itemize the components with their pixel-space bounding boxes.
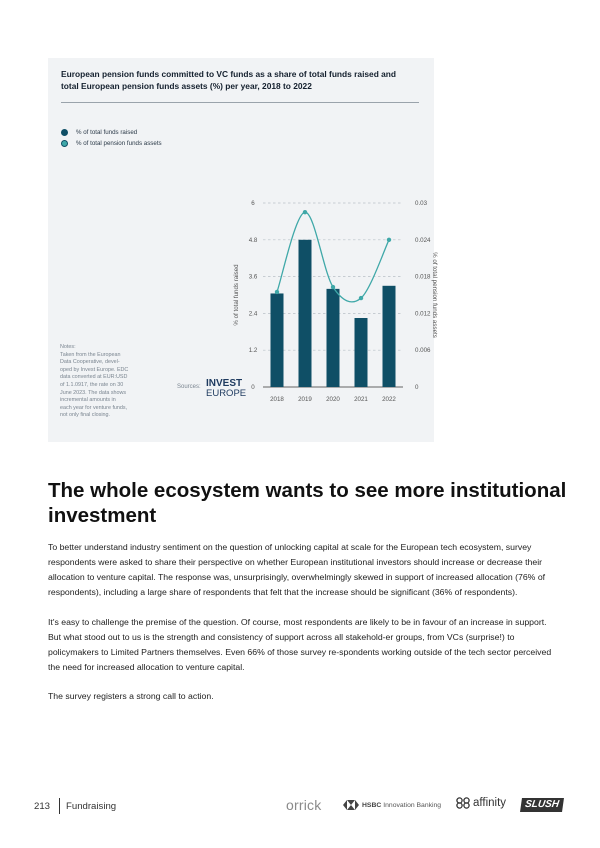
body-paragraph: It's easy to challenge the premise of the question. Of course, most respondents are likely to be in favour of an increase in support. But what stood out to us is the strength and consistency of support across all stakehold-er groups, from VCs (surprise!) to policymakers to Limited Partners themselves. Even 66% of those survey re-spondents working outside of the tech sector perceived the need for increased allocation to venture capital. bbox=[48, 617, 552, 672]
affinity-wordmark: affinity bbox=[473, 797, 507, 809]
note-line: Data Cooperative, devel- bbox=[60, 359, 120, 366]
y-right-tick-label: 0.018 bbox=[415, 273, 431, 281]
y-tick-label: 1.2 bbox=[248, 347, 258, 355]
note-line: of 1.1.0917, the rate on 30 bbox=[60, 381, 124, 388]
line-point bbox=[303, 210, 307, 214]
affinity-logo bbox=[456, 797, 506, 809]
title-divider bbox=[61, 102, 419, 103]
y-right-tick-label: 0 bbox=[415, 384, 419, 391]
note-line: not only final closing. bbox=[60, 412, 111, 419]
bar bbox=[327, 289, 340, 387]
combo-chart bbox=[188, 138, 438, 418]
note-line: oped by Invest Europe. EDC bbox=[60, 366, 129, 373]
sources-label: Sources: bbox=[177, 384, 201, 390]
footer-section-name: Fundraising bbox=[66, 801, 117, 812]
legend-marker-icon bbox=[61, 129, 68, 136]
y-right-tick-label: 0.03 bbox=[415, 200, 428, 207]
affinity-mark-icon bbox=[456, 797, 470, 809]
y-right-axis-title: % of total pension funds assets bbox=[431, 252, 438, 338]
y-right-tick-label: 0.024 bbox=[415, 236, 431, 244]
y-axis-title: % of total funds raised bbox=[233, 264, 240, 326]
bar bbox=[299, 240, 312, 387]
note-line: incremental amounts in bbox=[60, 397, 116, 404]
invest-europe-logo-word: EUROPE bbox=[206, 388, 247, 399]
line-point bbox=[275, 290, 279, 294]
y-right-tick-label: 0.012 bbox=[415, 310, 431, 318]
line-point bbox=[331, 285, 335, 289]
page-number: 213 bbox=[34, 801, 51, 812]
line-point bbox=[387, 238, 391, 242]
x-tick-label: 2021 bbox=[354, 396, 368, 403]
y-tick-label: 2.4 bbox=[248, 310, 258, 318]
footer-divider bbox=[59, 798, 60, 814]
y-tick-label: 4.8 bbox=[248, 236, 258, 244]
hsbc-subtitle: Innovation Banking bbox=[383, 801, 442, 809]
chart-legend bbox=[61, 127, 162, 149]
hsbc-wordmark: HSBC bbox=[362, 801, 382, 809]
legend-label: % of total funds raised bbox=[76, 129, 138, 136]
section-heading: The whole ecosystem wants to see more institutional investment bbox=[48, 479, 567, 527]
hsbc-logo bbox=[343, 800, 441, 810]
invest-europe-logo-word: INVEST bbox=[206, 378, 243, 389]
bar bbox=[355, 318, 368, 387]
y-tick-label: 6 bbox=[251, 200, 255, 207]
x-tick-label: 2022 bbox=[382, 396, 396, 403]
y-right-tick-label: 0.006 bbox=[415, 347, 431, 355]
chart-title: European pension funds committed to VC funds as a share of total funds raised and total European pension funds assets (%) per year, 2018 to 2022 bbox=[61, 69, 397, 91]
x-tick-label: 2020 bbox=[326, 396, 340, 403]
orrick-logo: orrick bbox=[286, 797, 322, 813]
note-line: June 2023. The data shows bbox=[60, 389, 127, 396]
x-tick-label: 2019 bbox=[298, 396, 312, 403]
body-paragraph: To better understand industry sentiment on the question of unlocking capital at scale for the European tech ecosystem, survey respondents were asked to share their perspective on whether European institutional investors should increase or decrease their allocation to venture capital. The response was, unsurprisingly, overwhelmingly skewed in support of increased allocation (76% of respondents), including a large share of respondents that felt that the increase should be significant (36% of respondents). bbox=[48, 542, 546, 597]
line-point bbox=[359, 296, 363, 300]
bar bbox=[271, 293, 284, 387]
legend-item-pension-assets bbox=[61, 138, 162, 149]
chart-notes bbox=[60, 344, 140, 420]
bar bbox=[383, 286, 396, 387]
y-tick-label: 3.6 bbox=[248, 273, 258, 281]
body-paragraph: The survey registers a strong call to action. bbox=[48, 691, 214, 701]
slush-logo: SLUSH bbox=[520, 798, 564, 812]
y-tick-label: 0 bbox=[251, 384, 255, 391]
x-tick-label: 2018 bbox=[270, 396, 284, 403]
legend-marker-icon bbox=[61, 140, 68, 147]
note-line: Taken from the European bbox=[60, 351, 121, 358]
chart-panel bbox=[48, 58, 438, 442]
note-line: each year for venture funds, bbox=[60, 404, 128, 411]
hsbc-hexagon-icon bbox=[343, 800, 359, 810]
note-line: Notes: bbox=[60, 344, 76, 350]
note-line: data converted at EUR:USD bbox=[60, 374, 128, 381]
legend-label: % of total pension funds assets bbox=[76, 140, 162, 147]
legend-item-funds-raised bbox=[61, 127, 162, 138]
